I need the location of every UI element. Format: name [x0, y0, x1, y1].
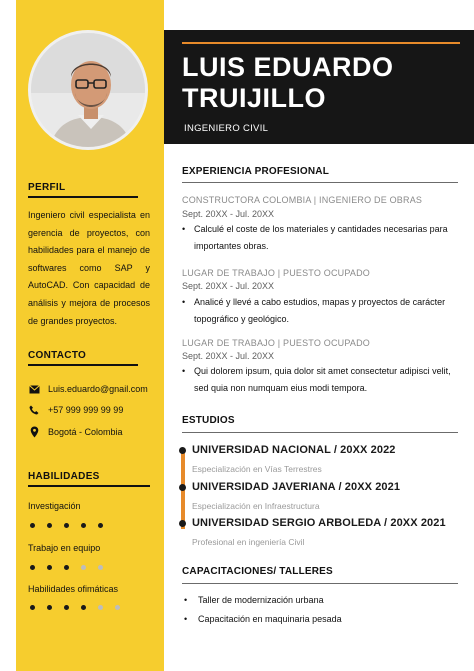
skill-dot-filled — [81, 605, 86, 610]
skill-dot-filled — [30, 605, 35, 610]
education-divider — [182, 432, 458, 433]
job-bullet — [182, 363, 452, 397]
skill-label: Trabajo en equipo — [28, 543, 101, 553]
timeline-dot — [179, 447, 186, 454]
training-title: CAPACITACIONES/ TALLERES — [182, 566, 333, 577]
training-item-text: Capacitación en maquinaria pesada — [198, 614, 342, 624]
timeline-dot — [179, 484, 186, 491]
school-degree: Especialización en Vías Terrestres — [192, 464, 322, 474]
skill-dot-empty — [98, 605, 103, 610]
timeline-dot — [179, 520, 186, 527]
skill-dot-filled — [30, 523, 35, 528]
phone-icon — [28, 404, 40, 416]
skill-dot-filled — [81, 523, 86, 528]
job-title: LUGAR DE TRABAJO | PUESTO OCUPADO — [182, 338, 370, 348]
bullet-icon: • — [182, 297, 186, 307]
job-role: INGENIERO CIVIL — [184, 123, 269, 134]
job-title: LUGAR DE TRABAJO | PUESTO OCUPADO — [182, 268, 370, 278]
bullet-icon: • — [182, 224, 186, 234]
contact-phone — [28, 404, 123, 416]
school-degree: Profesional en ingeniería Civil — [192, 537, 305, 547]
job-date: Sept. 20XX - Jul. 20XX — [182, 281, 275, 291]
contact-location-text: Bogotá - Colombia — [48, 427, 123, 437]
skill-dot-filled — [30, 565, 35, 570]
skills-title: HABILIDADES — [28, 471, 100, 482]
contact-title: CONTACTO — [28, 350, 87, 361]
school-name: UNIVERSIDAD NACIONAL / 20XX 2022 — [192, 444, 396, 456]
envelope-icon — [28, 383, 40, 395]
skill-dot-filled — [64, 605, 69, 610]
skill-rating — [30, 605, 120, 610]
contact-email-text[interactable]: Luis.eduardo@gnail.com — [48, 384, 148, 394]
job-date: Sept. 20XX - Jul. 20XX — [182, 351, 275, 361]
bullet-icon: • — [184, 595, 188, 605]
skill-label: Habilidades ofimáticas — [28, 584, 119, 594]
bullet-icon: • — [182, 366, 186, 376]
school-degree: Especialización en Infraestructura — [192, 501, 320, 511]
bullet-icon: • — [184, 614, 188, 624]
contact-divider — [28, 364, 138, 366]
job-bullet — [182, 294, 452, 328]
job-bullet — [182, 221, 452, 255]
skill-dot-filled — [98, 523, 103, 528]
profile-photo — [28, 30, 148, 150]
name-line-1: LUIS EDUARDO — [182, 52, 394, 82]
education-title: ESTUDIOS — [182, 415, 235, 426]
school-name: UNIVERSIDAD JAVERIANA / 20XX 2021 — [192, 481, 401, 493]
job-date: Sept. 20XX - Jul. 20XX — [182, 209, 275, 219]
job-bullet-text: Calculé el coste de los materiales y cantidades necesarias para importantes obras. — [194, 224, 448, 251]
contact-location — [28, 426, 123, 438]
skill-dot-filled — [64, 523, 69, 528]
name-line-2: TRUIJILLO — [182, 83, 326, 113]
skill-dot-filled — [47, 565, 52, 570]
training-item — [184, 595, 324, 605]
school-name: UNIVERSIDAD SERGIO ARBOLEDA / 20XX 2021 — [192, 517, 446, 529]
skill-dot-filled — [47, 605, 52, 610]
skill-rating — [30, 565, 103, 570]
profile-title: PERFIL — [28, 182, 66, 193]
skills-divider — [28, 485, 150, 487]
skill-rating — [30, 523, 103, 528]
candidate-name — [182, 52, 467, 114]
contact-email — [28, 383, 148, 395]
skill-dot-empty — [115, 605, 120, 610]
skill-dot-filled — [47, 523, 52, 528]
training-item-text: Taller de modernización urbana — [198, 595, 324, 605]
job-title: CONSTRUCTORA COLOMBIA | INGENIERO DE OBRAS — [182, 195, 423, 205]
training-divider — [182, 583, 458, 584]
experience-title: EXPERIENCIA PROFESIONAL — [182, 166, 330, 177]
skill-dot-filled — [64, 565, 69, 570]
training-item — [184, 614, 342, 624]
skill-dot-empty — [98, 565, 103, 570]
job-bullet-text: Qui dolorem ipsum, quia dolor sit amet consectetur adipisci velit, sed quia non numquam eius modi tempora. — [194, 366, 451, 393]
experience-divider — [182, 182, 458, 183]
profile-divider — [28, 196, 138, 198]
map-pin-icon — [28, 426, 40, 438]
job-bullet-text: Analicé y llevé a cabo estudios, mapas y proyectos de carácter topográfico y geológico. — [194, 297, 446, 324]
header-accent-line — [182, 42, 460, 44]
contact-phone-text[interactable]: +57 999 999 99 99 — [48, 405, 124, 415]
profile-text: Ingeniero civil especialista en gerencia de proyectos, con habilidades para el manejo de softwares como SAP y AutoCAD. Con capacidad de análisis y mejora de procesos de grandes proyectos. — [28, 210, 150, 326]
skill-dot-empty — [81, 565, 86, 570]
skill-label: Investigación — [28, 501, 81, 511]
